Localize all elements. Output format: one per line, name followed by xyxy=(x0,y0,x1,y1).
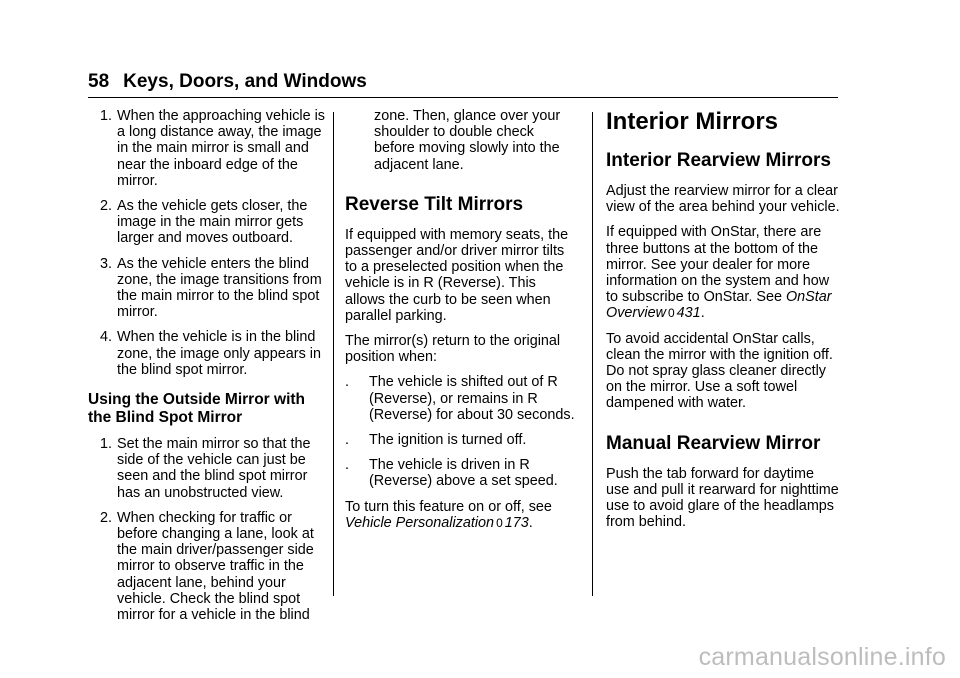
list-item-continuation: zone. Then, glance over your shoulder to double check before moving slowly into the adjacent lane. xyxy=(374,108,561,173)
list-item: 1. Set the main mirror so that the side of the vehicle can just be seen and the blind spot mirror has an unobstructed view. xyxy=(99,436,311,501)
section-heading: Interior Rearview Mirrors xyxy=(606,150,831,171)
column-divider xyxy=(333,112,334,596)
column-3 xyxy=(606,108,840,539)
list-item: . The ignition is turned off. xyxy=(345,432,527,449)
section-heading: Reverse Tilt Mirrors xyxy=(345,193,524,215)
paragraph: If equipped with memory seats, the passenger and/or driver mirror tilts to a preselected position when the vehicle is in R (Reverse). This allows the curb to be seen when parallel parking. xyxy=(345,226,569,324)
cross-reference-page[interactable]: 431 xyxy=(676,305,701,322)
paragraph: To avoid accidental OnStar calls, clean the mirror with the ignition off. Do not spray glass cleaner directly on the mirror. Use a soft towel dampened with water. xyxy=(606,330,833,412)
column-1 xyxy=(88,108,328,632)
list-item: 2. As the vehicle gets closer, the image in the main mirror gets larger and moves outboard. xyxy=(99,198,308,247)
list-item: 4. When the vehicle is in the blind zone, the image only appears in the blind spot mirror. xyxy=(99,329,321,378)
section-heading: Using the Outside Mirror with the Blind Spot Mirror xyxy=(88,391,306,427)
paragraph: To turn this feature on or off, see Vehicle Personalization 0 173. xyxy=(345,498,552,531)
list-item: 3. As the vehicle enters the blind zone, the image transitions from the main mirror to the blind spot mirror. xyxy=(99,255,322,321)
page-number: 58 xyxy=(88,71,110,92)
page-header xyxy=(88,70,838,94)
paragraph: Adjust the rearview mirror for a clear view of the area behind your vehicle. xyxy=(606,183,840,216)
paragraph: The mirror(s) return to the original position when: xyxy=(345,333,561,366)
cross-reference-link[interactable]: Vehicle Personalization xyxy=(345,514,495,531)
column-2 xyxy=(345,108,577,540)
page-section-title: Interior Mirrors xyxy=(606,108,779,135)
page-reference-icon: 0 xyxy=(496,515,503,530)
header-rule xyxy=(88,97,838,98)
column-divider xyxy=(592,112,593,596)
watermark: carmanualsonline.info xyxy=(698,643,946,671)
cross-reference-link[interactable]: OnStar Overview xyxy=(606,289,832,322)
paragraph: Push the tab forward for daytime use and pull it rearward for nighttime use to avoid glare of the headlamps from behind. xyxy=(606,465,839,531)
chapter-title: Keys, Doors, and Windows xyxy=(123,71,367,92)
list-item: 1. When the approaching vehicle is a long distance away, the image in the main mirror is small and near the inboard edge of the mirror. xyxy=(99,108,325,189)
list-item: . The vehicle is driven in R (Reverse) above a set speed. xyxy=(345,457,558,490)
section-heading: Manual Rearview Mirror xyxy=(606,432,821,454)
list-item: . The vehicle is shifted out of R (Reverse), or remains in R (Reverse) for about 30 seconds. xyxy=(345,374,575,423)
list-item: 2. When checking for traffic or before changing a lane, look at the main driver/passenger side mirror to observe traffic in the adjacent lane, behind your vehicle. Check the blind spot mirror for a vehicle in the blind xyxy=(99,509,314,624)
page-reference-icon: 0 xyxy=(667,306,675,321)
paragraph: If equipped with OnStar, there are three buttons at the bottom of the mirror. See your dealer for more information on the system and how to subscribe to OnStar. See OnStar Overview 0 431. xyxy=(606,224,832,322)
cross-reference-page[interactable]: 173 xyxy=(504,514,529,531)
